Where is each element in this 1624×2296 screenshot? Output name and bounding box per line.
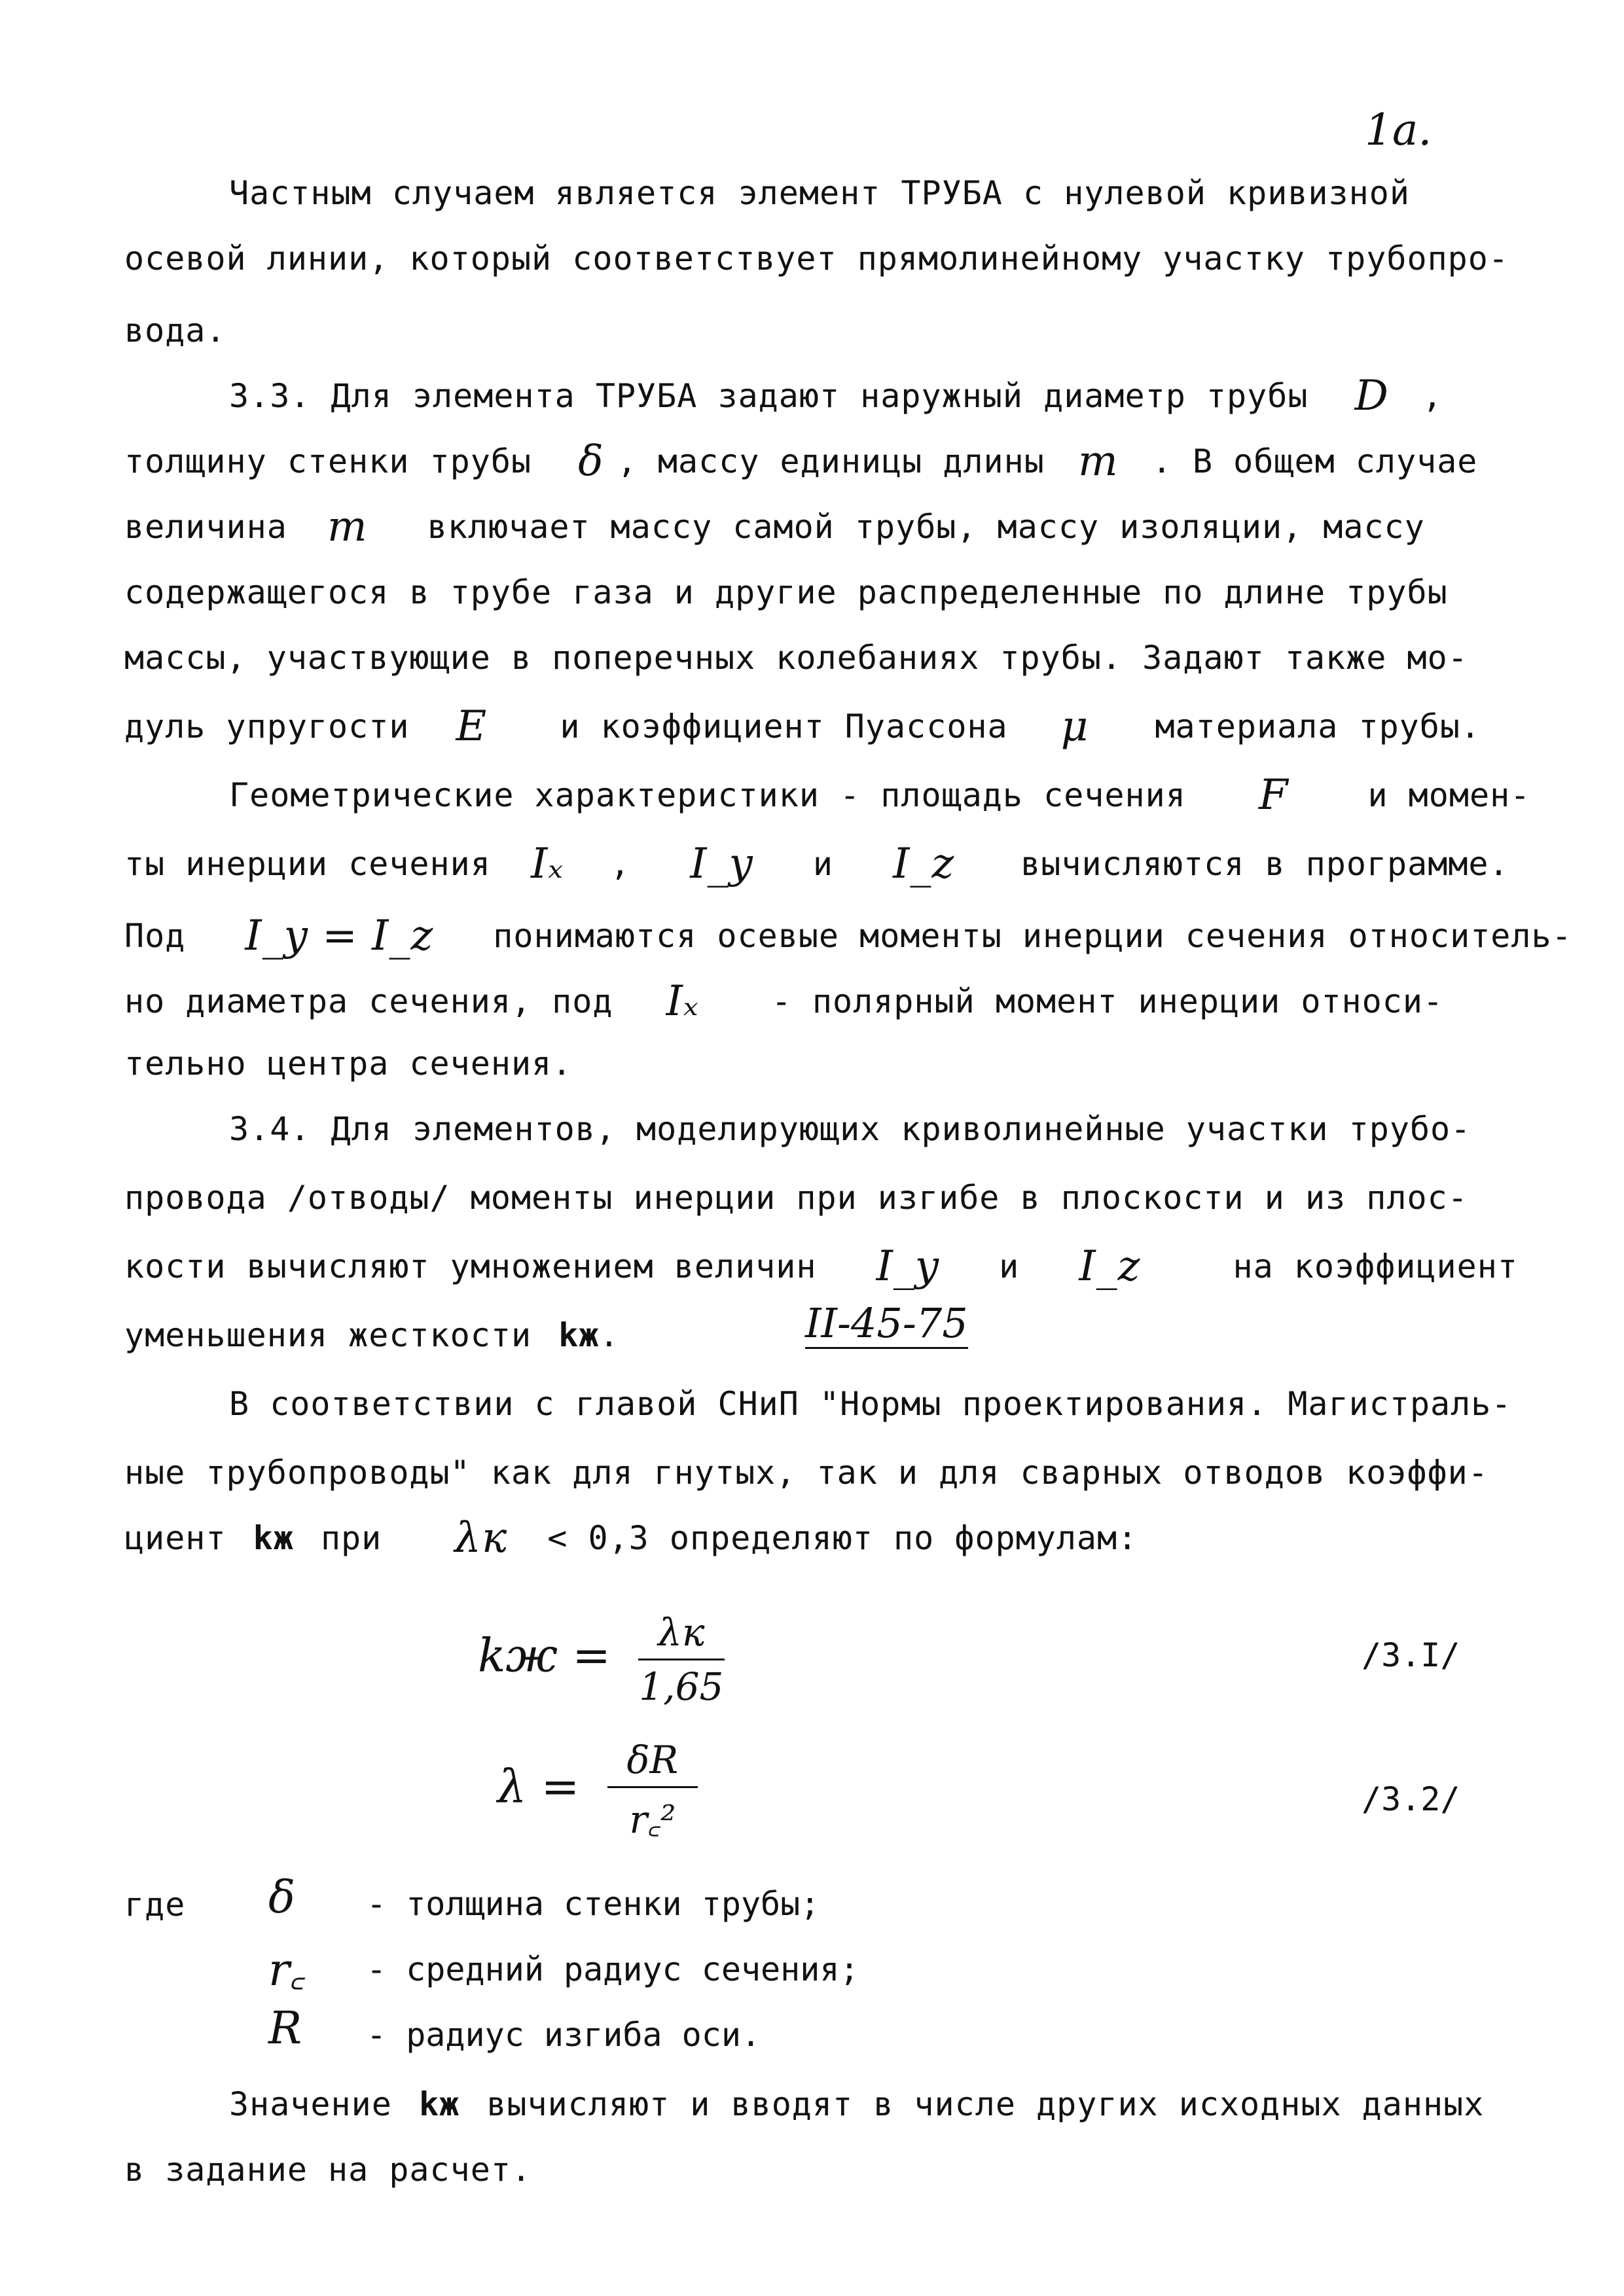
symbol-delta: δ [578,437,604,486]
text: ты инерции сечения [124,845,491,883]
symbol-lambda-k: λк [454,1514,508,1562]
text: ные трубопроводы" как для гнутых, так и для сварных отводов коэффи- [124,1454,1489,1492]
text-line [229,2085,1623,2124]
symbol-kzh: kж [558,1316,600,1354]
text: провода /отводы/ моменты инерции при изгибе в плоскости и из плос- [124,1179,1468,1217]
formula-lhs: kж = [478,1628,611,1683]
symbol-Ix: Iₓ [666,977,699,1026]
symbol-kzh: kж [418,2085,460,2123]
legend-lead: где [124,1886,186,1924]
text: при [320,1519,382,1557]
text-line [229,771,1623,819]
symbol-Iz: I_z [893,840,955,888]
fraction [638,1610,724,1709]
text: , [1422,377,1443,415]
text: вода. [124,312,226,350]
text-line [124,239,1519,278]
text: В соответствии с главой СНиП "Нормы проектирования. Магистраль- [229,1385,1512,1423]
symbol-D: D [1354,372,1389,420]
symbol-Iy: I_y [876,1242,940,1291]
page-number: 1a. [1365,105,1432,155]
text-line [124,638,1519,677]
text-line [124,311,1519,350]
text: и момен- [1367,776,1531,814]
text: включает массу самой трубы, массу изоляции, массу [427,508,1425,546]
fraction-denominator: 1,65 [639,1664,724,1709]
text-line [124,1514,1519,1562]
text-line [124,2150,1519,2189]
symbol-Iy: I_y [690,840,753,888]
text: дуль упругости [124,708,410,745]
text-line [229,1109,1623,1149]
text: понимаются осевые моменты инерции сечения относитель- [493,917,1572,955]
text: . [599,1316,620,1354]
text-line [124,840,1519,888]
text-line [229,1384,1623,1424]
text-line [124,1453,1519,1492]
text-line [124,1242,1519,1291]
text: и [812,845,833,883]
text: тельно центра сечения. [124,1045,573,1083]
text-line [124,503,1519,551]
text: но диаметра сечения, под [124,982,613,1020]
text: величина [124,508,287,546]
legend-text: - радиус изгиба оси. [367,2016,761,2054]
formula-number: /3.I/ [1362,1636,1460,1674]
text: Геометрические характеристики - площадь сечения [229,776,1186,814]
text-line [124,912,1572,960]
symbol-kzh: kж [253,1519,294,1557]
symbol-m: m [1077,437,1119,486]
text: вычисляют и вводят в числе других исходных данных [486,2085,1485,2123]
symbol-Iy-eq-Iz: I_y = I_z [245,912,434,960]
text: толщину стенки трубы [124,442,532,480]
formula-number: /3.2/ [1362,1780,1460,1818]
text: уменьшения жесткости [124,1316,532,1354]
legend-text: - средний радиус сечения; [367,1950,859,1988]
text: 3.3. Для элемента ТРУБА задают наружный диаметр трубы [229,377,1308,415]
legend-text: - толщина стенки трубы; [367,1885,820,1923]
text: циент [124,1519,226,1557]
text: Значение [229,2085,392,2123]
fraction [607,1738,698,1844]
text: осевой линии, который соответствует прямолинейному участку трубопро- [124,240,1509,278]
legend-symbol: R [268,2003,302,2054]
text: 3.4. Для элементов, моделирующих криволинейные участки трубо- [229,1110,1471,1148]
symbol-F: F [1258,771,1289,819]
legend-symbol: δ [268,1872,295,1924]
formula-3-2 [497,1738,698,1844]
text-line [124,437,1519,486]
text: вычисляются в программе. [1020,845,1509,883]
text: . В общем случае [1151,442,1478,480]
symbol-Ix: Iₓ [530,840,564,888]
text: материала трубы. [1155,708,1481,745]
text: - полярный момент инерции относи- [771,982,1444,1020]
snip-code-annotation: II-45-75 [805,1299,968,1349]
text-line [124,977,1519,1026]
fraction-numerator: λк [638,1610,724,1660]
symbol-m: m [327,503,368,551]
text: на коэффициент [1233,1247,1518,1285]
text-line [124,702,1519,751]
text: кости вычисляют умножением величин [124,1247,817,1285]
text-line [124,573,1519,612]
text: содержащегося в трубе газа и другие распределенные по длине трубы [124,573,1448,611]
symbol-E: E [456,702,488,751]
text-line [229,173,1623,213]
symbol-mu: μ [1060,702,1089,751]
text-line [229,372,1623,420]
text: Под [124,917,186,955]
legend-symbol: r꜀ [268,1945,306,1996]
formula-lhs: λ = [497,1760,580,1814]
text: в задание на расчет. [124,2151,532,2189]
fraction-denominator: r꜀² [629,1797,676,1842]
text-line [124,1178,1519,1217]
text: Частным случаем является элемент ТРУБА с нулевой кривизной [229,174,1410,212]
text-line [124,1044,1519,1083]
symbol-Iz: I_z [1079,1242,1141,1291]
formula-3-1 [478,1610,725,1709]
text: < 0,3 определяют по формулам: [547,1519,1138,1557]
text: , массу единицы длины [617,442,1045,480]
text: массы, участвующие в поперечных колебаниях трубы. Задают также мо- [124,639,1468,677]
fraction-numerator: δR [607,1738,698,1788]
text: и [999,1247,1020,1285]
text: , [610,845,631,883]
text: и коэффициент Пуассона [560,708,1008,745]
